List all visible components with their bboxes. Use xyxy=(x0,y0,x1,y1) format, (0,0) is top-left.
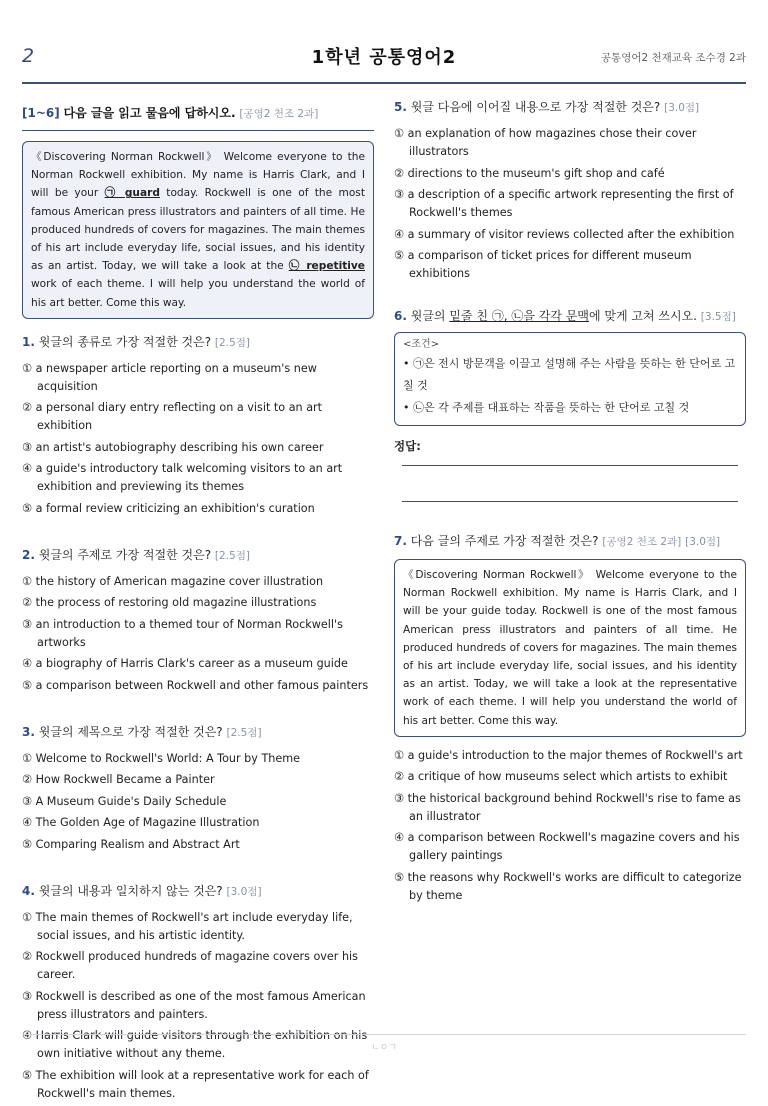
intro-source: [공영2 천조 2과] xyxy=(239,108,319,120)
answer-label: 정답: xyxy=(394,439,421,453)
question-number: 7. xyxy=(394,534,407,548)
passage-mark-1: ㉠ guard xyxy=(104,187,160,200)
option-5[interactable]: ⑤ a formal review criticizing an exhibition's curation xyxy=(22,501,315,515)
option-3[interactable]: ③ A Museum Guide's Daily Schedule xyxy=(22,794,227,808)
question-text: 다음 글의 주제로 가장 적절한 것은? xyxy=(410,534,599,548)
answer-line-2[interactable] xyxy=(402,500,738,502)
question-text: 윗글의 주제로 가장 적절한 것은? xyxy=(38,547,212,562)
option-3[interactable]: ③ an artist's autobiography describing his own career xyxy=(22,440,324,454)
option-3[interactable]: ③ a description of a specific artwork representing the first of Rockwell's themes xyxy=(394,188,734,219)
question-score: [2.5점] xyxy=(226,726,262,739)
question-4-header xyxy=(22,882,374,901)
question-1 xyxy=(22,333,374,518)
footer-text: ㄴㅇㄱ xyxy=(370,1043,398,1053)
option-1[interactable]: ① a guide's introduction to the major themes of Rockwell's art xyxy=(394,748,743,762)
option-4[interactable]: ④ a guide's introductory talk welcoming visitors to an art exhibition and previewing its themes xyxy=(22,462,343,494)
question-7-header xyxy=(394,532,746,551)
option-4[interactable]: ④ a comparison between Rockwell's magazine covers and his gallery paintings xyxy=(394,831,740,863)
option-3[interactable]: ③ the historical background behind Rockwell's rise to fame as an illustrator xyxy=(394,791,741,823)
option-5[interactable]: ⑤ a comparison between Rockwell and other famous painters xyxy=(22,678,369,692)
option-4[interactable]: ④ Harris Clark will guide visitors through the exhibition on his own initiative without any theme. xyxy=(22,1029,368,1061)
question-4 xyxy=(22,882,374,1103)
question-number: 1. xyxy=(22,334,35,349)
option-4[interactable]: ④ a summary of visitor reviews collected after the exhibition xyxy=(394,227,735,241)
question-text: 윗글의 제목으로 가장 적절한 것은? xyxy=(38,724,223,739)
option-3[interactable]: ③ Rockwell is described as one of the most famous American press illustrators and painters. xyxy=(22,989,366,1021)
option-1[interactable]: ① The main themes of Rockwell's art include everyday life, social issues, and his artistic identity. xyxy=(22,910,353,942)
question-text-a: 윗글의 xyxy=(410,309,450,323)
page-header xyxy=(22,36,746,84)
option-1[interactable]: ① Welcome to Rockwell's World: A Tour by Theme xyxy=(22,751,301,765)
question-score: [3.0점] xyxy=(664,102,700,114)
option-2[interactable]: ② directions to the museum's gift shop and café xyxy=(394,166,665,180)
reading-passage xyxy=(22,141,374,319)
question-3-header xyxy=(22,723,374,742)
option-5[interactable]: ⑤ The exhibition will look at a representative work for each of Rockwell's main themes. xyxy=(22,1068,369,1100)
option-5[interactable]: ⑤ a comparison of ticket prices for different museum exhibitions xyxy=(394,249,692,280)
question-3 xyxy=(22,723,374,854)
question-score: [3.0점] xyxy=(685,536,721,548)
question-score: [3.0점] xyxy=(226,885,262,898)
passage-mark-2: ㉡ repetitive xyxy=(288,260,365,273)
left-column xyxy=(22,96,374,1106)
question-2 xyxy=(22,546,374,695)
question-source: [공영2 천조 2과] xyxy=(602,536,682,548)
section-intro xyxy=(22,104,374,131)
question-range: [1~6] xyxy=(22,106,60,120)
question-number: 3. xyxy=(22,724,35,739)
condition-item-1: • ㉠은 전시 방문객을 이끌고 설명해 주는 사람을 뜻하는 한 단어로 고칠 것 xyxy=(403,357,736,392)
option-2[interactable]: ② Rockwell produced hundreds of magazine covers over his career. xyxy=(22,950,358,982)
passage-text-part2: today. Rockwell is one of the most famous American press illustrators and painters of all time. He produced hundreds of covers for magazines. The main themes of his art include everyday life, social issues, and his identity as an artist. Today, we will take a look at the xyxy=(31,187,365,273)
question-1-header xyxy=(22,333,374,352)
option-2[interactable]: ② a personal diary entry reflecting on a visit to an art exhibition xyxy=(22,401,323,433)
question-number: 2. xyxy=(22,547,35,562)
question-6-header xyxy=(394,307,746,326)
option-5[interactable]: ⑤ the reasons why Rockwell's works are difficult to categorize by theme xyxy=(394,870,742,902)
question-number: 4. xyxy=(22,883,35,898)
question-text-b: 에 맞게 고쳐 쓰시오. xyxy=(588,309,697,323)
right-column xyxy=(394,96,746,908)
option-4[interactable]: ④ a biography of Harris Clark's career as a museum guide xyxy=(22,657,348,671)
question-2-header xyxy=(22,546,374,565)
option-4[interactable]: ④ The Golden Age of Magazine Illustration xyxy=(22,816,260,830)
passage-text-part1: 《Discovering Norman Rockwell》 Welcome everyone to the Norman Rockwell exhibition. My name is Harris Clark, and I will be your xyxy=(31,151,365,200)
question-5 xyxy=(394,98,746,283)
question-text-underlined: 밑줄 친 ㉠, ㉡을 각각 문맥 xyxy=(449,309,589,323)
option-2[interactable]: ② How Rockwell Became a Painter xyxy=(22,773,215,787)
question-text: 윗글의 종류로 가장 적절한 것은? xyxy=(38,334,212,349)
option-1[interactable]: ① the history of American magazine cover illustration xyxy=(22,574,324,588)
intro-instruction: 다음 글을 읽고 물음에 답하시오. xyxy=(63,106,236,120)
answer-line-1[interactable] xyxy=(402,464,738,466)
option-2[interactable]: ② a critique of how museums select which artists to exhibit xyxy=(394,770,728,784)
option-1[interactable]: ① a newspaper article reporting on a museum's new acquisition xyxy=(22,361,317,393)
page-number: 2 xyxy=(22,45,35,67)
option-3[interactable]: ③ an introduction to a themed tour of Norman Rockwell's artworks xyxy=(22,617,343,649)
question-text: 윗글 다음에 이어질 내용으로 가장 적절한 것은? xyxy=(410,100,661,114)
question-number: 5. xyxy=(394,100,407,114)
reading-passage-q7: 《Discovering Norman Rockwell》 Welcome everyone to the Norman Rockwell exhibition. My name is Harris Clark, and I will be your guide today. Rockwell is one of the most famous American press illustrators and painters of all time. He produced hundreds of covers for magazines. The main themes of his art include everyday life, social issues, and his identity as an artist. Today, we will take a look at the representative work of each theme. I will help you understand the world of his art better. Come this way. xyxy=(394,559,746,737)
page-title: 1학년 공통영어2 xyxy=(311,47,457,68)
option-1[interactable]: ① an explanation of how magazines chose their cover illustrators xyxy=(394,127,697,158)
question-6 xyxy=(394,307,746,502)
question-7 xyxy=(394,532,746,905)
passage-text-part3: work of each theme. I will help you understand the world of his art better. Come this way. xyxy=(31,278,365,309)
condition-title: <조건> xyxy=(403,339,440,350)
question-5-header xyxy=(394,98,746,117)
question-number: 6. xyxy=(394,309,407,323)
condition-box xyxy=(394,332,746,426)
question-score: [2.5점] xyxy=(214,549,250,562)
question-text: 윗글의 내용과 일치하지 않는 것은? xyxy=(38,883,223,898)
condition-item-2: • ㉡은 각 주제를 대표하는 작품을 뜻하는 한 단어로 고칠 것 xyxy=(403,401,690,414)
question-score: [3.5점] xyxy=(700,311,736,323)
option-2[interactable]: ② the process of restoring old magazine illustrations xyxy=(22,596,317,610)
footer-divider xyxy=(22,1034,746,1035)
option-5[interactable]: ⑤ Comparing Realism and Abstract Art xyxy=(22,837,240,851)
question-score: [2.5점] xyxy=(214,336,250,349)
page-source: 공통영어2 천재교육 조수경 2과 xyxy=(600,52,746,64)
